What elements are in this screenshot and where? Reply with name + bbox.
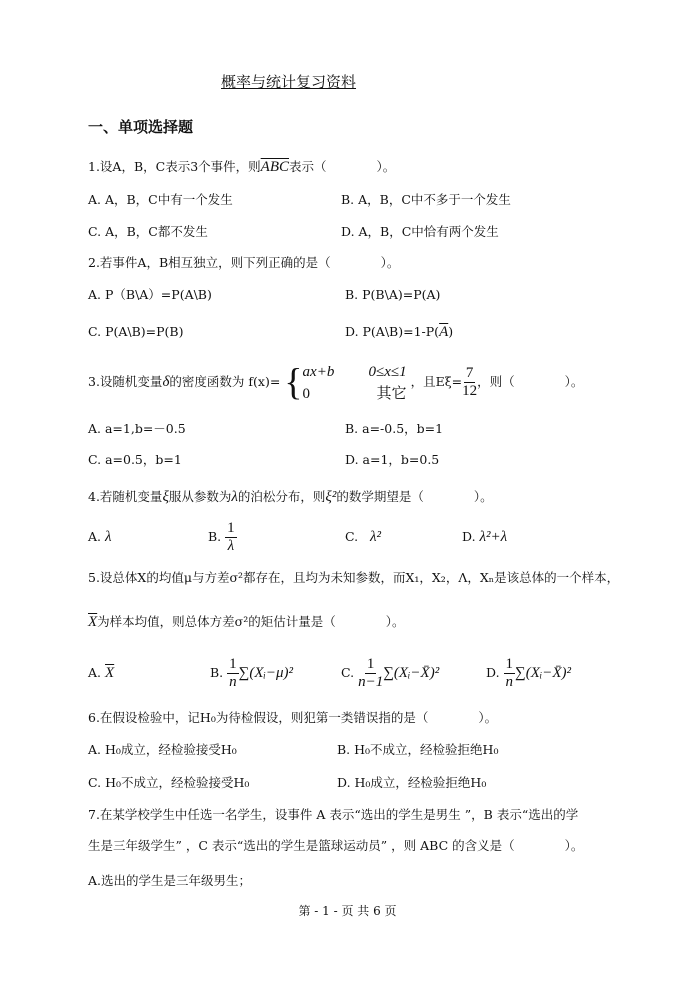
q3-text: 3.设随机变量 [88, 374, 163, 389]
q3-text-d: ，则（ ）。 [477, 374, 584, 389]
q4-lambda: λ [231, 489, 238, 505]
math: λ² [370, 529, 382, 545]
math: $\overline{X}$ [88, 614, 98, 630]
label: D. [486, 665, 500, 680]
num: 1 [505, 656, 514, 672]
q3-case2-expr: 0 [302, 385, 311, 402]
q4-text-d: 的数学期望是（ ）。 [336, 489, 493, 504]
q1-text-end: 表示（ ）。 [289, 159, 396, 174]
label: B. [210, 665, 224, 680]
expr: ∑(Xᵢ−μ)² [238, 665, 294, 681]
q6-option-a: A. H₀成立，经检验接受H₀ [88, 742, 237, 757]
q3-case2-cond: 其它 [376, 385, 407, 402]
fraction [227, 656, 239, 691]
label: A. [88, 665, 102, 680]
den: λ [227, 538, 235, 554]
q4-text-b: 服从参数为 [168, 489, 232, 504]
q2-option-d-math: $\overline{A}$ [439, 324, 449, 340]
q5-option-d [486, 655, 571, 691]
fraction [358, 656, 383, 691]
q3-option-c: C. a=0.5，b=1 [88, 452, 182, 467]
q2-option-c: C. P(A\B)=P(B) [88, 324, 184, 339]
q2-option-b: B. P(B\A)=P(A) [345, 287, 441, 302]
question-7-line-2: 生是三年级学生” ，C 表示“选出的学生是篮球运动员” ，则 ABC 的含义是（ ）。 [88, 838, 584, 853]
question-6: 6.在假设检验中，记H₀为待检假设，则犯第一类错误指的是（ ）。 [88, 710, 498, 725]
q3-option-b: B. a=-0.5，b=1 [345, 421, 444, 436]
question-4 [88, 489, 493, 505]
q3-text-b: 的密度函数为 f(x)= [169, 374, 281, 389]
q5-option-a [88, 655, 114, 691]
q4-text-c: 的泊松分布，则 [237, 489, 326, 504]
q4-option-a [88, 529, 112, 545]
label: B. [208, 529, 222, 544]
q3-piecewise [303, 361, 407, 405]
brace-icon: { [284, 361, 303, 404]
num: 1 [227, 520, 235, 536]
question-3 [88, 360, 583, 405]
section-heading: 一、单项选择题 [88, 118, 194, 136]
q5-option-c [341, 655, 439, 691]
q2-option-a: A. P（B\A）=P(A\B) [88, 287, 212, 302]
label: A. [88, 529, 102, 544]
q1-math: $\overline{ABC}$ [260, 159, 290, 175]
q3-fraction [462, 365, 477, 400]
label: D. [462, 529, 476, 544]
expr: ∑(Xᵢ−X̄)² [515, 665, 572, 681]
question-5-line-1: 5.设总体X的均值μ与方差σ²都存在，且均为未知参数，而X₁，X₂，Λ，Xₙ是该总体的一个样本， [88, 570, 620, 585]
den: n−1 [358, 674, 384, 690]
q3-option-a: A. a=1,b=－0.5 [88, 421, 186, 436]
num: 1 [229, 656, 237, 672]
question-7-line-1: 7.在某学校学生中任选一名学生，设事件 A 表示“选出的学生是男生 ”，B 表示“选出的学 [88, 807, 579, 822]
q6-option-c: C. H₀不成立，经检验接受H₀ [88, 775, 250, 790]
q1-option-a: A. A，B，C中有一个发生 [88, 192, 233, 207]
math: λ [105, 529, 112, 545]
q4-xi: ξ [162, 489, 169, 505]
q2-option-d-text: D. P(A\B)=1-P( [345, 324, 440, 339]
page-footer: 第 - 1 - 页 共 6 页 [298, 904, 397, 918]
expr: ∑(Xᵢ−X̄)² [383, 665, 440, 681]
q1-text: 1.设A，B，C表示3个事件，则 [88, 159, 261, 174]
q4-option-b [208, 520, 237, 555]
q2-option-d [345, 324, 453, 340]
q3-case1-expr: ax+b [302, 363, 335, 380]
q6-option-d: D. H₀成立，经检验拒绝H₀ [337, 775, 487, 790]
q4-xi2: ξ² [325, 489, 337, 505]
fraction [504, 656, 516, 691]
q1-option-d: D. A，B，C中恰有两个发生 [341, 224, 499, 239]
q7-option-a: A.选出的学生是三年级男生； [88, 873, 252, 888]
q3-text-c: ，且Eξ= [410, 374, 463, 389]
q1-option-b: B. A，B，C中不多于一个发生 [341, 192, 511, 207]
label: C. [341, 665, 355, 680]
q3-delta: δ [162, 374, 170, 390]
label: C. [345, 529, 359, 544]
q1-option-c: C. A，B，C都不发生 [88, 224, 208, 239]
q3-case1-cond: 0≤x≤1 [368, 363, 407, 380]
q4-option-d [462, 529, 507, 545]
q3-option-d: D. a=1，b=0.5 [345, 452, 440, 467]
den: n [229, 674, 237, 690]
text: 为样本均值，则总体方差σ²的矩估计量是（ ）。 [97, 614, 405, 629]
q5-option-b [210, 655, 293, 691]
q4-option-c [345, 529, 381, 545]
q3-den: 12 [462, 383, 478, 399]
fraction [225, 520, 237, 555]
q4-text: 4.若随机变量 [88, 489, 163, 504]
q6-option-b: B. H₀不成立，经检验拒绝H₀ [337, 742, 499, 757]
question-1 [88, 159, 395, 175]
question-2: 2.若事件A，B相互独立，则下列正确的是（ ）。 [88, 255, 400, 270]
num: 1 [366, 656, 375, 672]
den: n [505, 674, 514, 690]
q2-option-d-end: ) [448, 324, 454, 339]
page-title: 概率与统计复习资料 [221, 73, 357, 91]
math: λ²+λ [479, 529, 508, 545]
q3-num: 7 [465, 365, 474, 381]
question-5-line-2 [88, 614, 404, 630]
math: $\overline{X}$ [105, 665, 115, 681]
